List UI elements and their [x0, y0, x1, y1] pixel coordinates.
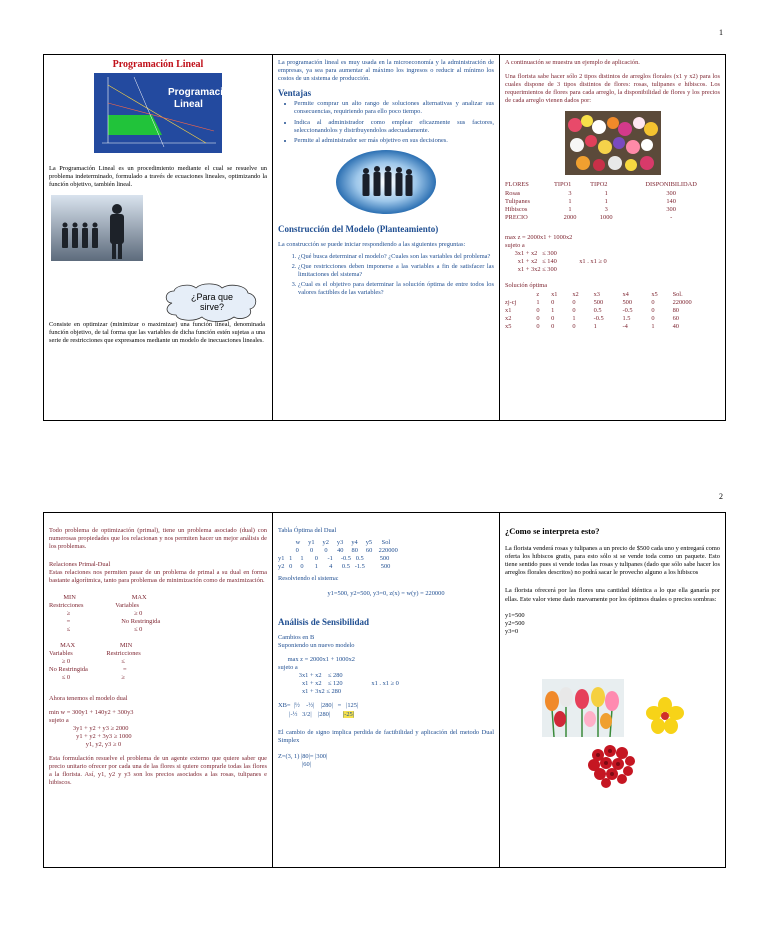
table-header-cell [505, 291, 536, 299]
question-bubble [160, 283, 260, 323]
dual-closing: Esta formulación resuelve el problema de un agente externo que quiere saber que precio unitario ofrecer por cada una de las flores si quiere comprarle todas las flores a la florista. Así, y1, y2 y y3 son los precios asociados a las rosas, tulipanes e hibiscos. [49, 755, 267, 787]
list-item: 3. ¿Cual es el objetivo para determinar la solución óptima de entre todos los valores factibles de las variables? [298, 281, 494, 297]
table-cell: 1 [551, 306, 555, 314]
resolviendo-label: Resolviendo el sistema: [278, 575, 339, 583]
dual-title: Ahora tenemos el modelo dual [49, 694, 128, 702]
interpret-p1: La florista venderá rosas y tulipanes a un precio de $500 cada uno y entregará como oferta los hibiscos gratis, para esto sólo si se vende toda como un paquete. Esto tiene sentido pues si vende todas las rosas y tulipanes (dado que sólo sabe hacer los arreglos florales descritos) no podrá sacar le provecho alguno a los hibiscos [505, 545, 720, 577]
p2-column-2 [272, 513, 499, 867]
table-cell: 0 [572, 306, 576, 314]
table-cell: 0 [651, 314, 655, 322]
table-cell: x2 [505, 314, 512, 322]
table-cell: 3 [568, 189, 572, 197]
table-cell: 220000 [672, 298, 692, 306]
table-row [505, 299, 720, 307]
relations-text: Estas relaciones nos permiten pasar de un problema de primal a su dual en forma bastante algorítmica, tanto para problemas de minimización como de maximización. [49, 569, 267, 585]
relations-table-2: MAX MIN Variables Restricciones ≥ 0 ≤ No Restringida = ≤ 0 ≥ [49, 642, 141, 682]
page-number-1: 1 [719, 28, 723, 37]
p2-intro: Todo problema de optimización (primal), tiene un problema asociado (dual) con numerosas propiedades que los relacionan y nos permiten hacer un mejor análisis de los problemas. [49, 527, 267, 551]
table-cell: 60 [672, 314, 679, 322]
p1-title: Programación Lineal [112, 59, 204, 70]
flowers-table [505, 181, 720, 221]
table-cell: 0 [536, 306, 540, 314]
page-number-2: 2 [719, 492, 723, 501]
table-row [505, 206, 720, 214]
table-row [505, 315, 720, 323]
table-cell: 1 [536, 298, 540, 306]
xb-line-1: XB= |½ -½| |280| = |125| [278, 702, 359, 710]
z-line-1: Z=(3, 1) |80|= |300| [278, 752, 328, 760]
tabla-optima: w y1 y2 y3 y4 y5 Sol 0 0 0 40 80 60 220000 y1 1 1 0 -1 -0.5 0.5 500 y2 0 0 1 4 0.5 -1.5 500 [278, 539, 398, 571]
infeasible-value: |-25| [342, 710, 355, 718]
p2-column-1 [44, 513, 272, 867]
table-cell: 2000 [563, 213, 577, 221]
list-item: 2. ¿Que restricciones deben imponerse a las variables a fin de satisfacer las limitaciones del sistema? [298, 263, 494, 279]
model-title: Construcción del Modelo (Planteamiento) [278, 223, 439, 234]
p1c3-intro2: Una florista sabe hacer sólo 2 tipos distintos de arreglos florales (x1 y x2) para los cuales dispone de 3 tipos distintos de flores: rosas, tulipanes e hibiscos. Los requerimientos de flores para cada arreglo, la disponibilidad de flores y los precios de cada arreglo vienen dados por: [505, 73, 720, 105]
questions-list [278, 253, 494, 297]
table-cell: -0.5 [593, 314, 604, 322]
table-cell: 140 [666, 197, 676, 205]
table-cell: 1 [651, 322, 655, 330]
table-cell: 0.5 [593, 306, 602, 314]
tulips-image [542, 679, 624, 737]
table-cell: 0 [651, 306, 655, 314]
table-cell: 0 [536, 322, 540, 330]
table-row [505, 307, 720, 315]
table-cell: PRECIO [505, 213, 528, 221]
p1-purpose: Consiste en optimizar (minimizar o maximizar) una función lineal, denominada función objetivo, de tal forma que las variables de dicha función estén sujetas a una serie de restricciones que expresamos mediante un modelo de inecuaciones lineales. [49, 321, 265, 345]
hibiscus-image [645, 695, 685, 737]
solution-table [505, 291, 720, 331]
table-cell: 300 [666, 205, 676, 213]
table-cell: 1000 [599, 213, 613, 221]
table-row [505, 190, 720, 198]
table-header-cell: x2 [572, 290, 579, 298]
table-cell: -4 [622, 322, 628, 330]
p1-intro: La Programación Lineal es un procedimiento mediante el cual se resuelve un problema indeterminado, formulado a través de ecuaciones lineales, optimizando la función objetivo, también lineal. [49, 165, 267, 189]
table-cell: 0 [651, 298, 655, 306]
table-cell: 1 [593, 322, 597, 330]
table-cell: 1 [604, 197, 608, 205]
table-cell: Hibiscos [505, 205, 528, 213]
table-header-cell: x1 [551, 290, 558, 298]
model-intro: La construcción se puede iniciar respondiendo a las siguientes preguntas: [278, 240, 466, 248]
table-cell: 0 [572, 322, 576, 330]
interpret-p2: La florista ofrecerá por las flores una cantidad idéntica a lo que ella ganaría por ellas. Este valor viene dado nuevamente por los óptimos duales o precios sombras: [505, 587, 720, 603]
lp-banner-image [94, 73, 236, 153]
table-header-cell: x4 [622, 290, 629, 298]
banner-text-1: Programación [168, 87, 236, 99]
table-cell: 0 [551, 298, 555, 306]
page-1-sheet [43, 54, 726, 421]
table-header-cell: TIPO2 [590, 181, 608, 189]
p2-column-3 [499, 513, 725, 867]
table-cell: 1 [604, 189, 608, 197]
table-cell: -0.5 [622, 306, 633, 314]
table-cell: Tulipanes [505, 197, 530, 205]
table-cell: 80 [672, 306, 679, 314]
flowers-market-image [565, 111, 661, 175]
page-2-sheet [43, 512, 726, 868]
table-header-cell: FLORES [505, 181, 529, 189]
table-cell: x5 [505, 322, 512, 330]
sign-change-note: El cambio de signo implica perdida de factibilidad y aplicación del metodo Dual Simplex [278, 728, 494, 744]
list-item: • Permite al administrador ser más objetivo en sus decisiones. [294, 137, 494, 145]
list-item: • Indica al administrador como emplear eficazmente sus factores, seleccionandolos y distribuyendolos adecuadamente. [294, 119, 494, 135]
table-row [505, 198, 720, 206]
table-cell: 300 [666, 189, 676, 197]
shadow-price-y2: y2=500 [505, 619, 525, 627]
table-row [505, 214, 720, 222]
cambios-label: Cambios en B [278, 633, 315, 641]
dual-solution: y1=500, y2=500, y3=0, z(x) = w(y) = 220000 [327, 589, 445, 597]
table-cell: 1.5 [622, 314, 631, 322]
table-cell: x1 [505, 306, 512, 314]
table-header-cell: z [536, 290, 540, 298]
list-item: 1. ¿Qué busca determinar el modelo? ¿Cuales son las variables del problema? [298, 253, 494, 261]
table-cell: - [670, 213, 673, 221]
relations-table-1: MIN MAX Restricciones Variables ≥ ≥ 0 = No Restringida ≤ ≤ 0 [49, 593, 161, 633]
p1c3-intro1: A continuación se muestra un ejemplo de aplicación. [505, 59, 640, 66]
table-row [505, 323, 720, 331]
table-cell: 0 [551, 314, 555, 322]
table-cell: 500 [593, 298, 604, 306]
banner-text-2: Lineal [174, 99, 203, 111]
list-item: • Permite comprar un alto rango de soluciones alternativas y analizar sus consecuencias, requiriendo para ello poco tiempo. [294, 100, 494, 116]
table-cell: 3 [604, 205, 608, 213]
sensitivity-title: Análisis de Sensibilidad [278, 616, 370, 627]
table-header-cell: DISPONIBILIDAD [645, 181, 697, 189]
interpret-title: ¿Como se interpreta esto? [505, 526, 600, 536]
z-line-2: |60| [278, 760, 311, 768]
table-cell: 500 [622, 298, 633, 306]
table-cell: 1 [568, 205, 572, 213]
table-header-cell: Sol. [672, 290, 683, 298]
table-cell: 0 [536, 314, 540, 322]
table-cell: 1 [568, 197, 572, 205]
p1c2-intro: La programación lineal es muy usada en la microeconomía y la administración de empresas, ya sea para aumentar al máximo los ingresos o reducir al mínimo los costos de un sistema de producción. [278, 59, 494, 83]
table-cell: 0 [572, 298, 576, 306]
xb-line-2: |-½ 3/2| |280| [278, 710, 343, 718]
table-cell: 40 [672, 322, 679, 330]
table-header-cell: x5 [651, 290, 658, 298]
table-header-cell: x3 [593, 290, 600, 298]
bubble-text: ¿Para que sirve? [190, 292, 234, 312]
shadow-price-y1: y1=500 [505, 611, 525, 619]
table-header-row [505, 181, 720, 189]
business-people-image [51, 195, 143, 261]
new-model: max z = 2000x1 + 1000x2 sujeto a 3x1 + x2 ≤ 280 x1 + x2 ≤ 120 x1 . x1 ≥ 0 x1 + 3x2 ≤ 280 [278, 655, 399, 696]
table-cell: Rosas [505, 189, 521, 197]
ventajas-list [278, 100, 494, 144]
tabla-title: Tabla Óptima del Dual [278, 527, 337, 534]
table-cell: 0 [551, 322, 555, 330]
table-cell: zj-cj [505, 298, 517, 306]
relations-title: Relaciones Primal-Dual [49, 561, 111, 569]
dual-model: min w = 300y1 + 140y2 + 300y3 sujeto a 3y1 + y2 + y3 ≥ 2000 y1 + y2 + 3y3 ≥ 1000 y1, y2, y3 ≥ 0 [49, 708, 134, 748]
p1-column-2 [272, 55, 499, 420]
suponiendo-label: Suponiendo un nuevo modelo [278, 641, 355, 649]
shadow-price-y3: y3=0 [505, 627, 519, 635]
primal-model: max z = 2000x1 + 1000x2 sujeto a 3x1 + x2 ≤ 300 x1 + x2 ≤ 140 x1 . x1 ≥ 0 x1 + 3x2 ≤ 300 [505, 233, 607, 274]
p1-column-3 [499, 55, 725, 420]
table-header-row [505, 291, 720, 299]
xb-matrix [278, 702, 494, 718]
roses-bouquet-image [584, 739, 640, 791]
table-cell: 1 [572, 314, 576, 322]
solution-title: Solución óptima [505, 282, 548, 290]
table-header-cell: TIPO1 [553, 181, 572, 189]
ventajas-title: Ventajas [278, 88, 312, 99]
people-globe-image [334, 149, 438, 215]
p1-column-1 [44, 55, 272, 420]
